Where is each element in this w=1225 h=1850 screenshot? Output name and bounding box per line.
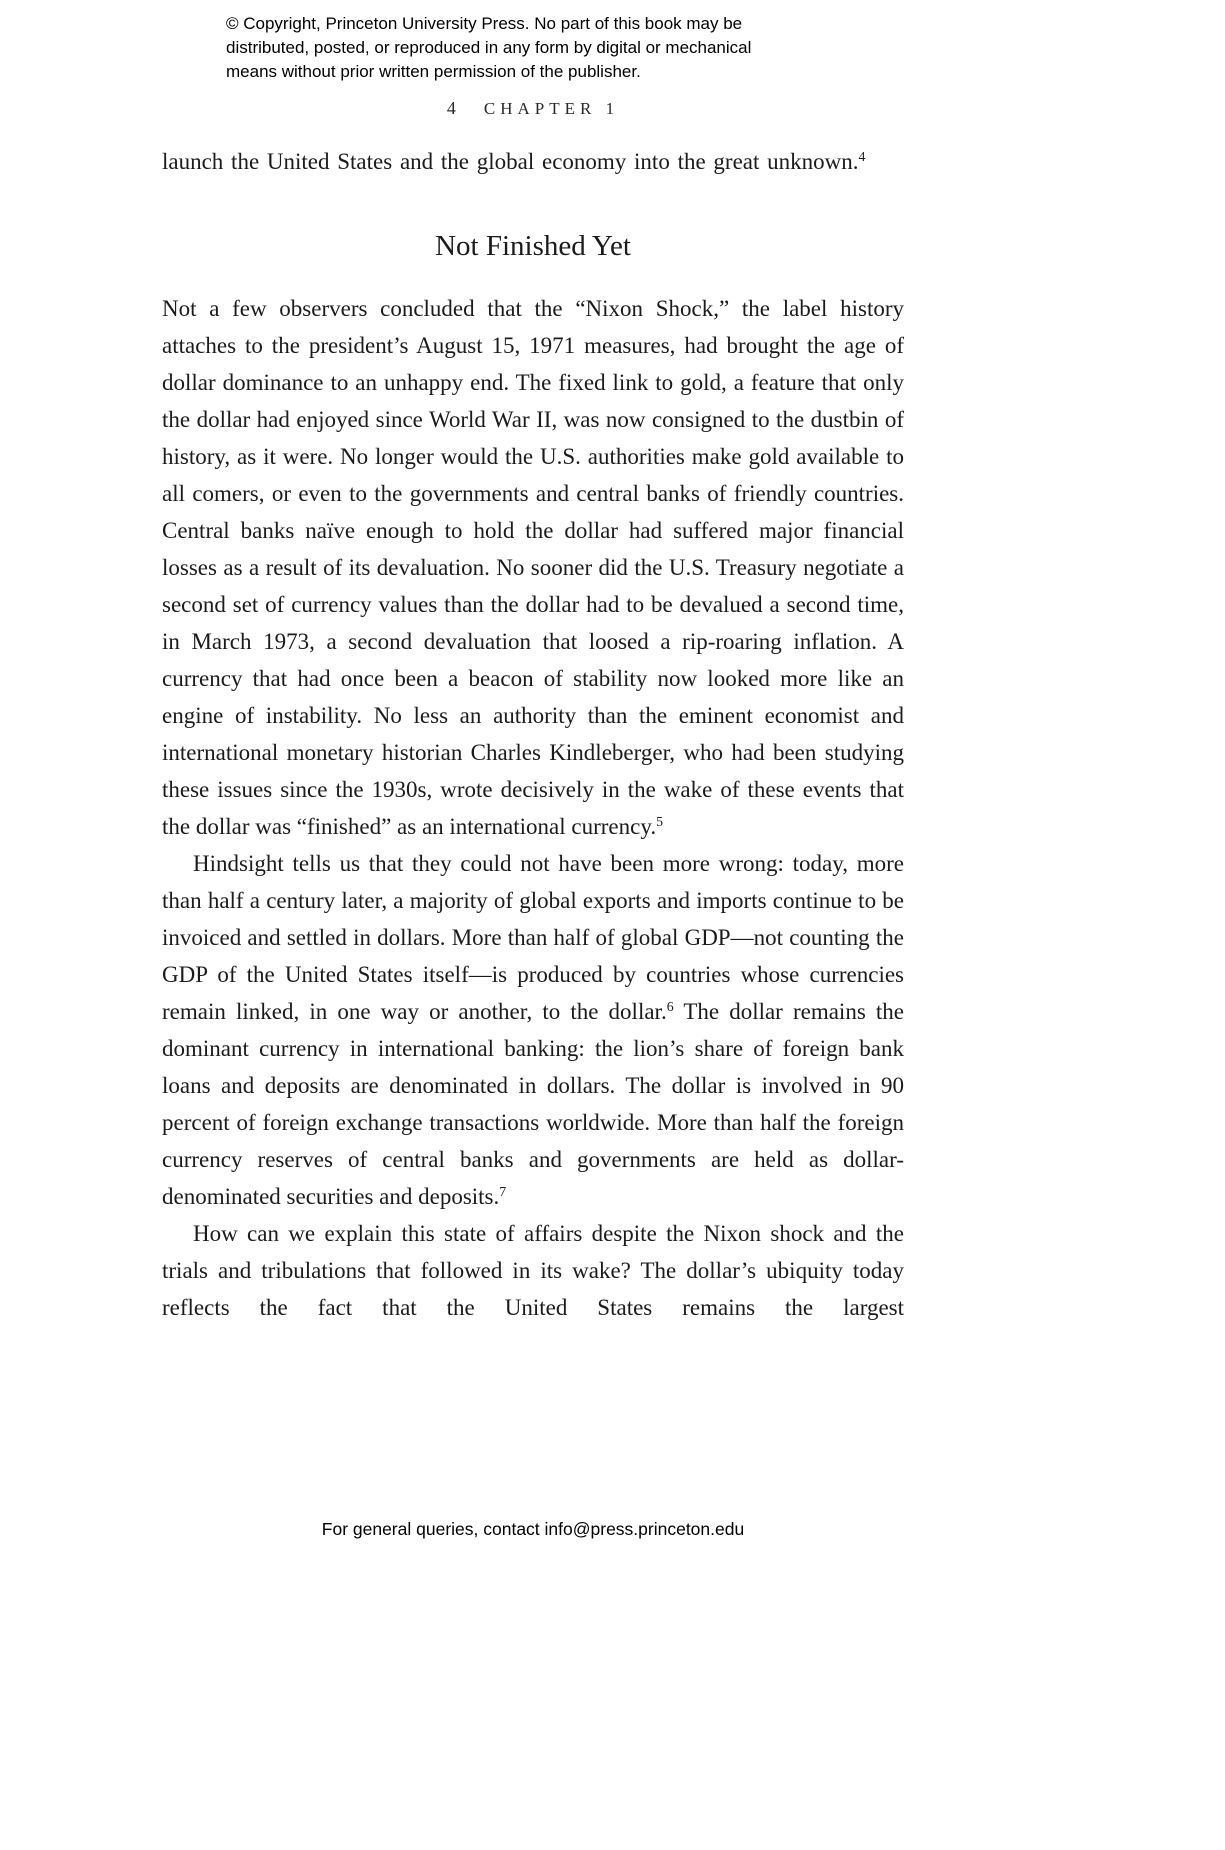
section-heading: Not Finished Yet bbox=[435, 230, 631, 262]
paragraph-3 bbox=[162, 1215, 904, 1326]
copyright-line: means without prior written permission of the publisher. bbox=[226, 62, 641, 81]
chapter-label: CHAPTER 1 bbox=[483, 99, 620, 118]
intro-paragraph-text: launch the United States and the global economy into the great unknown. bbox=[162, 149, 859, 174]
paragraph-3-text: How can we explain this state of affairs despite the Nixon shock and the trials and tribulations that followed in its wake? The dollar’s ubiquity today reflects the fact that the United States remains the largest bbox=[162, 1221, 904, 1320]
copyright-line: distributed, posted, or reproduced in any form by digital or mechanical bbox=[226, 38, 752, 57]
footer-contact: For general queries, contact info@press.princeton.edu bbox=[321, 1519, 745, 1539]
footnote-ref-4: 4 bbox=[858, 149, 866, 165]
copyright-line: © Copyright, Princeton University Press. No part of this book may be bbox=[226, 14, 743, 33]
copyright-notice bbox=[226, 12, 751, 84]
text-column bbox=[162, 143, 904, 1326]
page-number: 4 bbox=[446, 98, 458, 118]
page-footer bbox=[162, 1519, 904, 1540]
paragraph-2-text-a: Hindsight tells us that they could not have been more wrong: today, more than half a century later, a majority of global exports and imports continue to be invoiced and settled in dollars. More than half of global GDP—not counting the GDP of the United States itself—is produced by countries whose currencies remain linked, in one way or another, to the dollar. bbox=[162, 851, 904, 1024]
footnote-ref-6: 6 bbox=[666, 999, 674, 1015]
intro-paragraph bbox=[162, 143, 904, 180]
paragraph-1 bbox=[162, 290, 904, 845]
paragraph-2 bbox=[162, 845, 904, 1215]
paragraph-2-text-b: The dollar remains the dominant currency in international banking: the lion’s share of foreign bank loans and deposits are denominated in dollars. The dollar is involved in 90 percent of foreign exchange transactions worldwide. More than half the foreign currency reserves of central banks and governments are held as dollar-denominated securities and deposits. bbox=[162, 999, 904, 1209]
footnote-ref-5: 5 bbox=[656, 814, 663, 830]
paragraph-1-text: Not a few observers concluded that the “Nixon Shock,” the label history attaches to the president’s August 15, 1971 measures, had brought the age of dollar dominance to an unhappy end. The fixed link to gold, a feature that only the dollar had enjoyed since World War II, was now consigned to the dustbin of history, as it were. No longer would the U.S. authorities make gold available to all comers, or even to the governments and central banks of friendly countries. Central banks naïve enough to hold the dollar had suffered major financial losses as a result of its devaluation. No sooner did the U.S. Treasury negotiate a second set of currency values than the dollar had to be devalued a second time, in March 1973, a second devaluation that loosed a rip-roaring inflation. A currency that had once been a beacon of stability now looked more like an engine of instability. No less an authority than the eminent economist and international monetary historian Charles Kindleberger, who had been studying these issues since the 1930s, wrote decisively in the wake of these events that the dollar was “finished” as an international currency. bbox=[162, 296, 904, 839]
footnote-ref-7: 7 bbox=[499, 1184, 507, 1200]
running-head bbox=[162, 98, 904, 119]
